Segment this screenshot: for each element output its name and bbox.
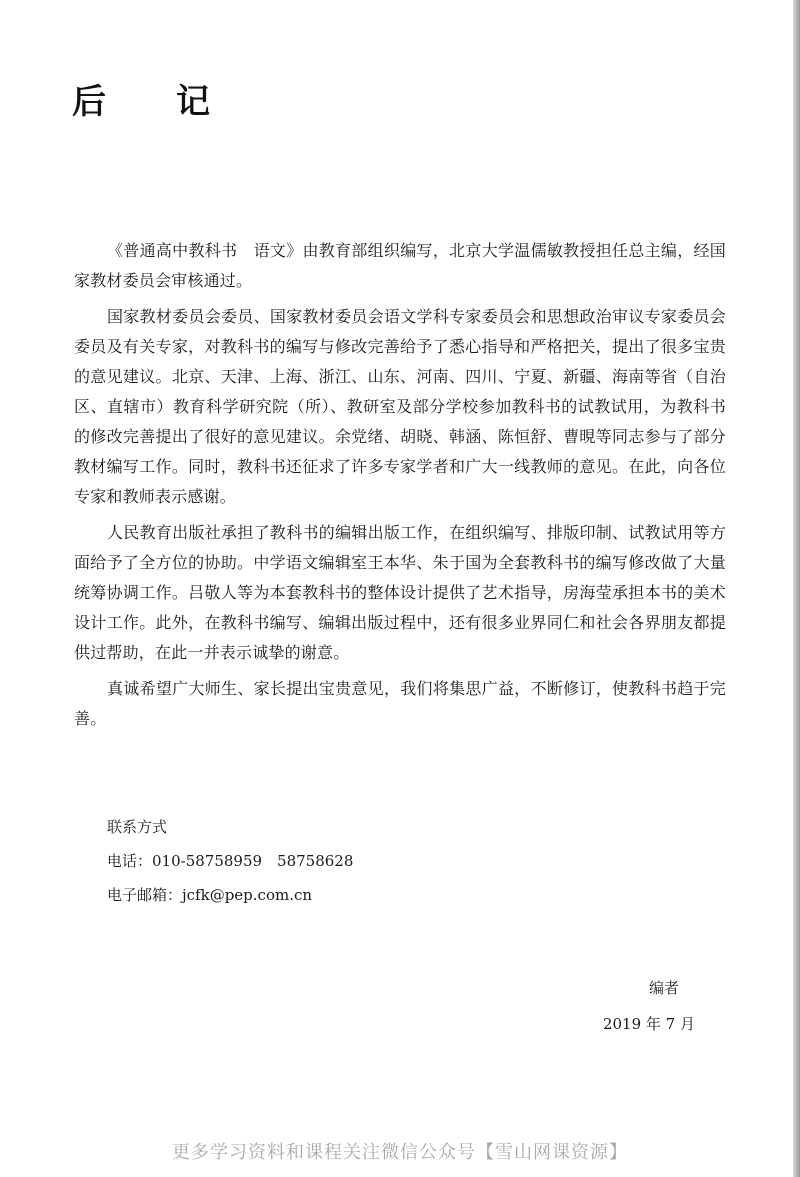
signature-author: 编者 bbox=[648, 979, 679, 997]
signature-date: 2019 年 7 月 bbox=[602, 1015, 695, 1033]
signature-block bbox=[603, 970, 695, 1042]
page-title: 后 记 bbox=[72, 82, 228, 122]
watermark-text: 更多学习资料和课程关注微信公众号【雪山网课资源】 bbox=[172, 1142, 628, 1163]
paragraph-3: 人民教育出版社承担了教科书的编辑出版工作，在组织编写、排版印制、试教试用等方面给予了全方位的协助。中学语文编辑室王本华、朱于国为全套教科书的编写修改做了大量统筹协调工作。吕敬人等为本套教科书的整体设计提供了艺术指导，房海莹承担本书的美术设计工作。此外，在教科书编写、编辑出版过程中，还有很多业界同仁和社会各界朋友都提供过帮助，在此一并表示诚挚的谢意。 bbox=[74, 523, 726, 662]
afterword-body bbox=[74, 236, 726, 740]
contact-block bbox=[107, 810, 353, 912]
paragraph-2: 国家教材委员会委员、国家教材委员会语文学科专家委员会和思想政治审议专家委员会委员及有关专家，对教科书的编写与修改完善给予了悉心指导和严格把关，提出了很多宝贵的意见建议。北京、天津、上海、浙江、山东、河南、四川、宁夏、新疆、海南等省（自治区、直辖市）教育科学研究院（所）、教研室及部分学校参加教科书的试教试用，为教科书的修改完善提出了很好的意见建议。余党绪、胡晓、韩涵、陈恒舒、曹晛等同志参与了部分教材编写工作。同时，教科书还征求了许多专家学者和广大一线教师的意见。在此，向各位专家和教师表示感谢。 bbox=[74, 307, 726, 506]
paragraph-4: 真诚希望广大师生、家长提出宝贵意见，我们将集思广益，不断修订，使教科书趋于完善。 bbox=[74, 679, 726, 728]
page-edge-shadow bbox=[793, 0, 800, 1177]
paragraph-1: 《普通高中教科书 语文》由教育部组织编写，北京大学温儒敏教授担任总主编，经国家教材委员会审核通过。 bbox=[74, 241, 726, 290]
contact-heading: 联系方式 bbox=[107, 818, 168, 836]
contact-email: 电子邮箱：jcfk@pep.com.cn bbox=[107, 886, 313, 904]
contact-phone: 电话：010-58758959 58758628 bbox=[107, 852, 354, 870]
